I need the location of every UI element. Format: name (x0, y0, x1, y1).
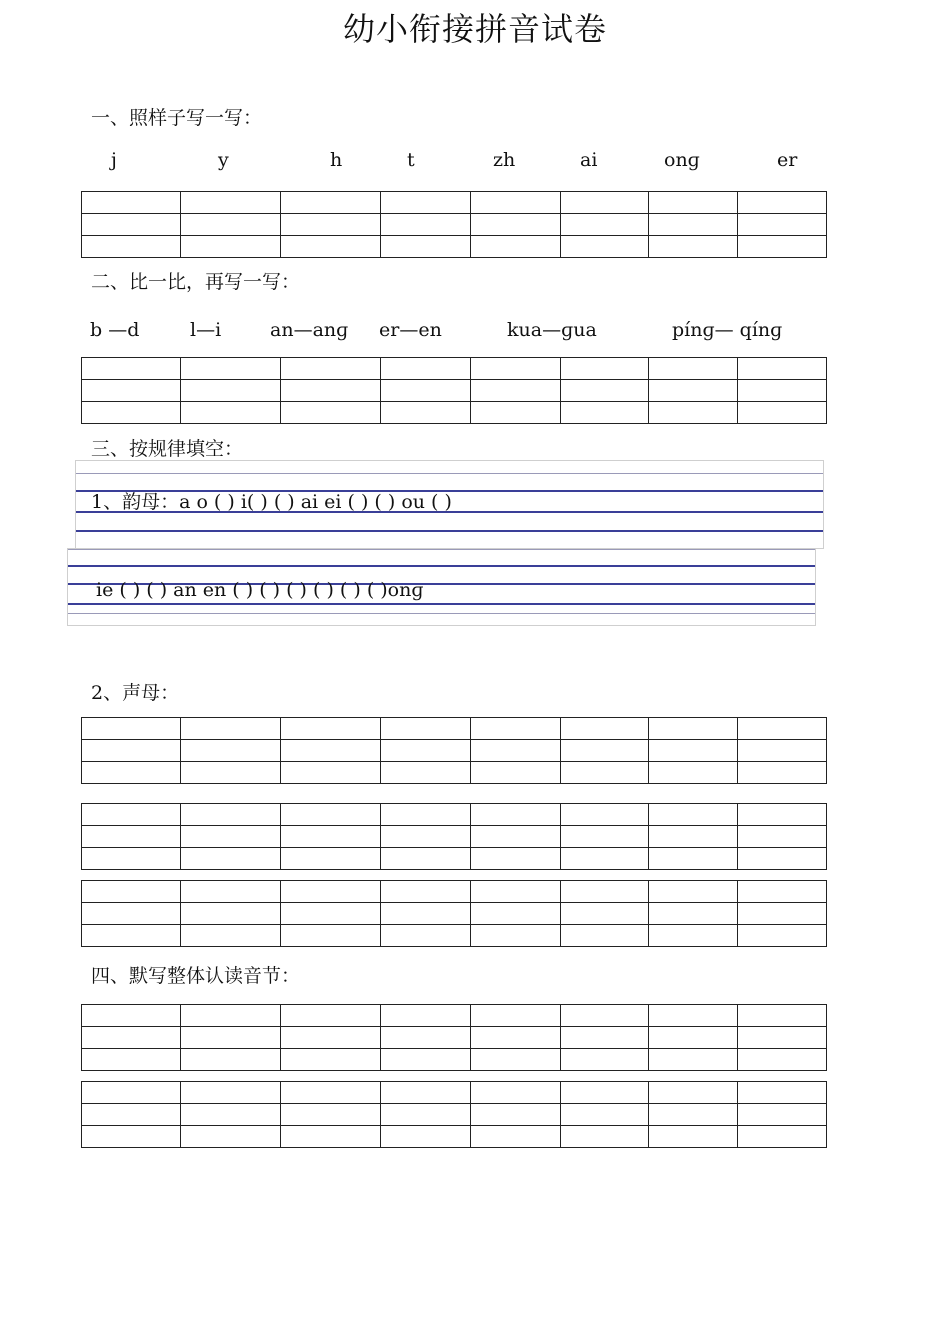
vowel-pattern-text-2: ie ( ) ( ) an en ( ) ( ) ( ) ( ) ( ) ( )onɡ (96, 579, 424, 601)
pattern-line-1 (75, 460, 824, 549)
pair-item: an—anɡ (270, 319, 349, 341)
letter-item: t (407, 149, 415, 171)
pattern-line-2 (67, 548, 816, 626)
writing-grid-2 (81, 357, 827, 424)
letter-item: er (777, 149, 798, 171)
writing-grid-6 (81, 1004, 827, 1071)
letter-item: j (111, 149, 117, 171)
writing-grid-4 (81, 803, 827, 870)
writing-grid-3 (81, 717, 827, 784)
pair-item: er—en (379, 319, 442, 341)
letter-item: ai (580, 149, 598, 171)
page-title: 幼小衔接拼音试卷 (342, 10, 607, 48)
vowel-pattern-text: 1、韵母：a o ( ) i( ) ( ) ai ei ( ) ( ) ou ( ) (91, 491, 452, 513)
section1-heading: 一、照样子写一写： (91, 107, 263, 129)
writing-grid-5 (81, 880, 827, 947)
section2-heading: 二、比一比，再写一写： (91, 271, 301, 293)
consonants-heading: 2、声母： (91, 682, 180, 704)
pair-item: l—i (190, 319, 222, 341)
letter-item: onɡ (664, 149, 700, 171)
letter-item: y (218, 149, 229, 171)
letter-item: zh (493, 149, 516, 171)
writing-grid-7 (81, 1081, 827, 1148)
section4-heading: 四、默写整体认读音节： (91, 965, 301, 987)
letter-item: h (330, 149, 343, 171)
section3-heading: 三、按规律填空： (91, 438, 244, 460)
pair-item: pínɡ— qínɡ (672, 319, 783, 341)
pair-item: b —d (90, 319, 140, 341)
writing-grid-1 (81, 191, 827, 258)
pair-item: kua—ɡua (507, 319, 597, 341)
